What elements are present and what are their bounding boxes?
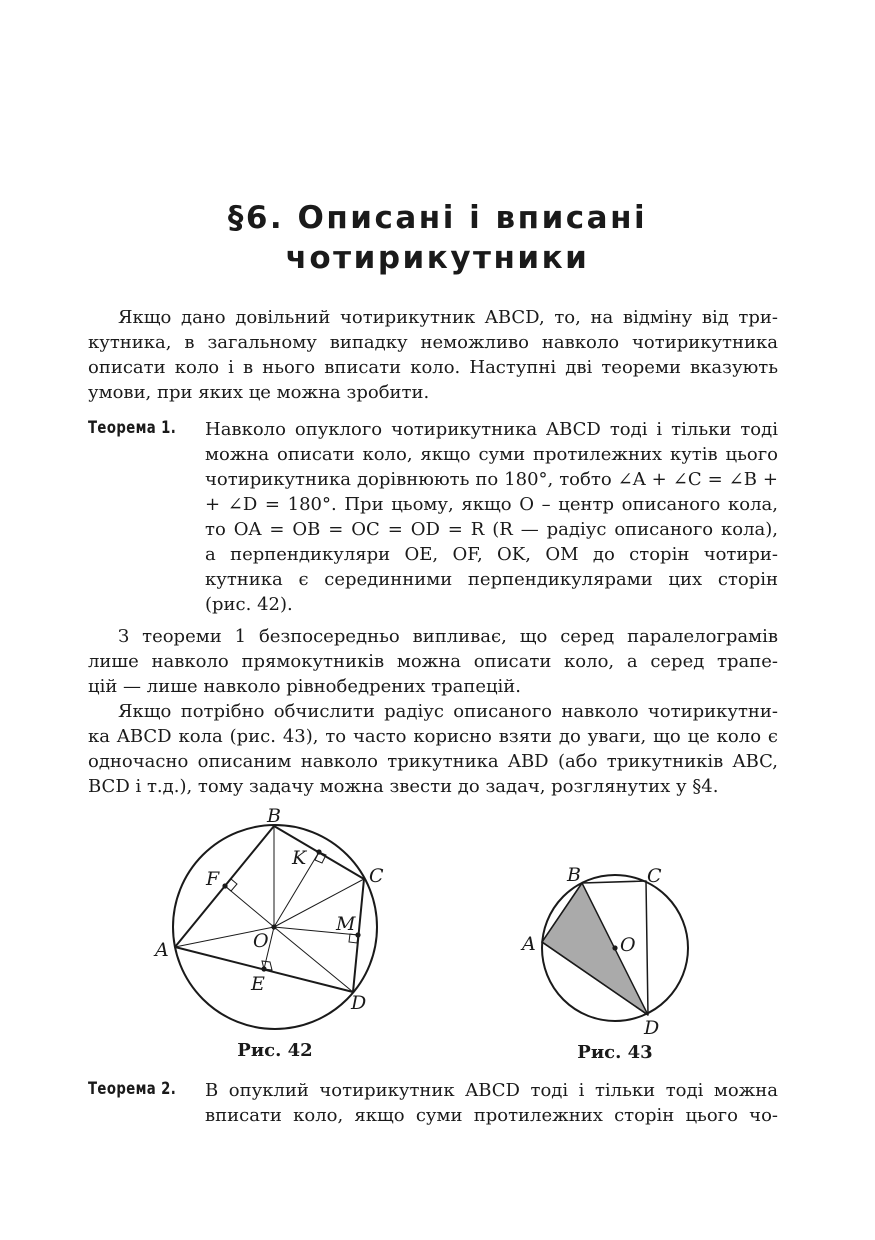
text-line: BCD і т.д.), тому задачу можна звести до задач, розглянутих у §4. [88,776,719,797]
text-line: можна описати коло, якщо суми протилежних кутів цього [205,444,778,465]
section-title-line-2: чотирикутники [285,240,590,276]
label-e: E [251,973,265,995]
text-line: кутника, в загальному випадку неможливо навколо чотирикутника [88,332,778,353]
section-title [0,198,875,278]
paragraph-3 [88,699,778,799]
text-line: + ∠D = 180°. При цьому, якщо O – центр описаного кола, [205,494,778,515]
label-o: O [253,930,269,952]
quadrilateral-abcd [175,826,364,992]
text-line: то OA = OB = OC = OD = R (R — радіус описаного кола), [205,519,778,540]
label-b: B [567,864,581,886]
text-line: Навколо опуклого чотирикутника ABCD тоді і тільки тоді [205,419,778,440]
text-line: Якщо дано довільний чотирикутник ABCD, то, на відміну від три- [118,307,778,328]
text-line: вписати коло, якщо суми протилежних сторін цього чо- [205,1105,778,1126]
text-line: З теореми 1 безпосередньо випливає, що серед паралелограмів [118,626,778,647]
theorem-2-body [205,1078,778,1128]
intro-paragraph [88,305,778,405]
figure-43 [510,860,700,1040]
label-c: C [647,865,662,887]
text-line: чотирикутника дорівнюють по 180°, тобто ∠A + ∠C = ∠B + [205,469,778,490]
text-line: описати коло і в нього вписати коло. Наступні дві теореми вказують [88,357,778,378]
paragraph-2 [88,624,778,699]
text-line: умови, при яких це можна зробити. [88,382,430,403]
text-line: лише навколо прямокутників можна описати коло, а серед трапе- [88,651,778,672]
label-b: B [267,805,281,827]
label-d: D [644,1017,660,1039]
right-angle-marks [225,852,358,970]
theorem-1-body [205,417,778,617]
label-c: C [369,865,384,887]
text-line: а перпендикуляри OE, OF, OK, OM до сторін чотири- [205,544,778,565]
center-point [612,945,617,950]
text-line: цій — лише навколо рівнобедрених трапецій. [88,676,522,697]
label-k: K [292,847,307,869]
label-m: M [336,913,356,935]
text-line: В опуклий чотирикутник ABCD тоді і тільки тоді можна [205,1080,778,1101]
figure-42-caption: Рис. 42 [237,1040,313,1061]
text-line: ка ABCD кола (рис. 43), то часто корисно взяти до уваги, що це коло є [88,726,778,747]
section-title-line-1: §6. Описані і вписані [227,200,648,236]
label-o: O [620,934,636,956]
text-line: одночасно описаним навколо трикутника ABD (або трикутників ABC, [88,751,778,772]
theorem-1-label: Теорема 1. [88,418,177,438]
text-line: Якщо потрібно обчислити радіус описаного навколо чотирикутни- [118,701,778,722]
text-line: кутника є серединними перпендикулярами цих сторін [205,569,778,590]
figure-42 [140,800,400,1040]
label-f: F [206,868,220,890]
label-a: A [522,933,536,955]
theorem-2-label: Теорема 2. [88,1079,177,1099]
perpendiculars [225,852,358,969]
radii [175,826,364,992]
label-d: D [351,992,367,1014]
text-line: (рис. 42). [205,594,293,615]
label-a: A [155,939,169,961]
figure-43-caption: Рис. 43 [577,1042,653,1063]
